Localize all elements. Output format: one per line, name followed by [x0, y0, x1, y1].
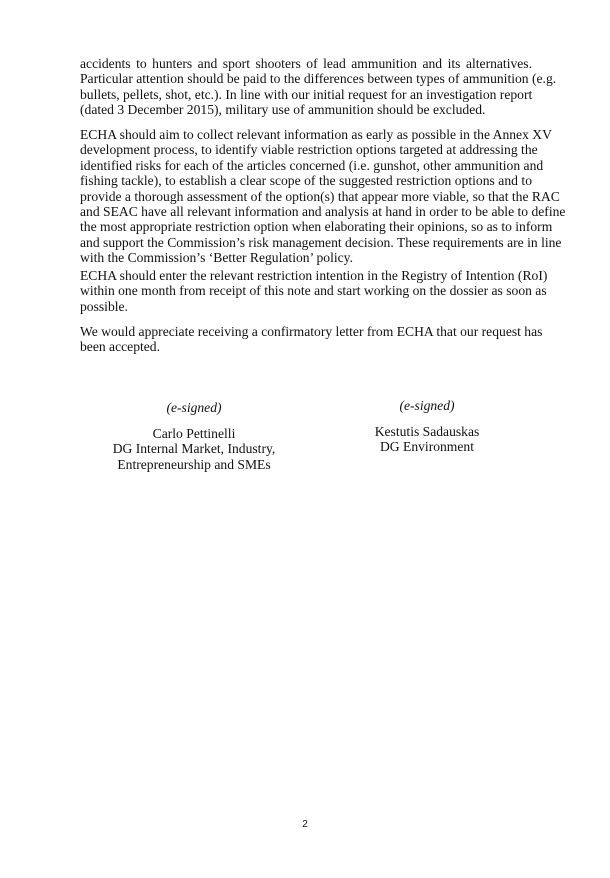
text-line: fishing tackle), to establish a clear scope of the suggested restriction options and to	[80, 173, 532, 189]
text-line: possible.	[80, 298, 128, 314]
signatory-title: DG Internal Market, Industry,	[112, 441, 276, 457]
text-line: ECHA should enter the relevant restriction intention in the Registry of Intention (RoI)	[80, 268, 548, 283]
text-line: We would appreciate receiving a confirmatory letter from ECHA that our request has	[80, 324, 543, 339]
paragraph-echa-aim	[80, 127, 566, 266]
text-line: development process, to identify viable restriction options targeted at addressing the	[80, 142, 538, 158]
signatory-title: DG Environment	[379, 439, 474, 455]
text-line: ECHA should aim to collect relevant information as early as possible in the Annex XV	[80, 127, 552, 142]
paragraph-ammunition-types	[80, 56, 557, 118]
page-number: 2	[302, 819, 308, 830]
signatory-name: Carlo Pettinelli	[152, 426, 236, 442]
signature-block-left	[84, 400, 304, 472]
text-line: within one month from receipt of this note and start working on the dossier as soon as	[80, 283, 547, 299]
text-line: (dated 3 December 2015), military use of ammunition should be excluded.	[80, 102, 486, 118]
text-line: and support the Commission’s risk management decision. These requirements are in line	[80, 234, 562, 250]
text-line: and SEAC have all relevant information and analysis at hand in order to be able to define	[80, 204, 566, 220]
e-signed-label: (e-signed)	[166, 400, 222, 415]
e-signed-label: (e-signed)	[399, 398, 455, 413]
paragraph-registry-of-intention	[80, 268, 548, 314]
paragraph-confirmatory-letter	[80, 324, 543, 355]
signatory-title: Entrepreneurship and SMEs	[117, 456, 271, 472]
signature-block-right	[317, 398, 537, 455]
text-line: Particular attention should be paid to the differences between types of ammunition (e.g.	[80, 71, 557, 87]
text-line: with the Commission’s ‘Better Regulation’ policy.	[80, 250, 353, 266]
text-line: provide a thorough assessment of the option(s) that appear more viable, so that the RAC	[80, 188, 560, 204]
text-line: been accepted.	[80, 339, 160, 355]
text-line: accidents to hunters and sport shooters of lead ammunition and its alternatives.	[80, 56, 532, 71]
signatory-name: Kestutis Sadauskas	[374, 424, 480, 440]
text-line: identified risks for each of the articles concerned (i.e. gunshot, other ammunition and	[80, 157, 544, 173]
text-line: bullets, pellets, shot, etc.). In line with our initial request for an investigation report	[80, 86, 533, 102]
text-line: the most appropriate restriction option when elaborating their opinions, so as to inform	[80, 219, 553, 235]
